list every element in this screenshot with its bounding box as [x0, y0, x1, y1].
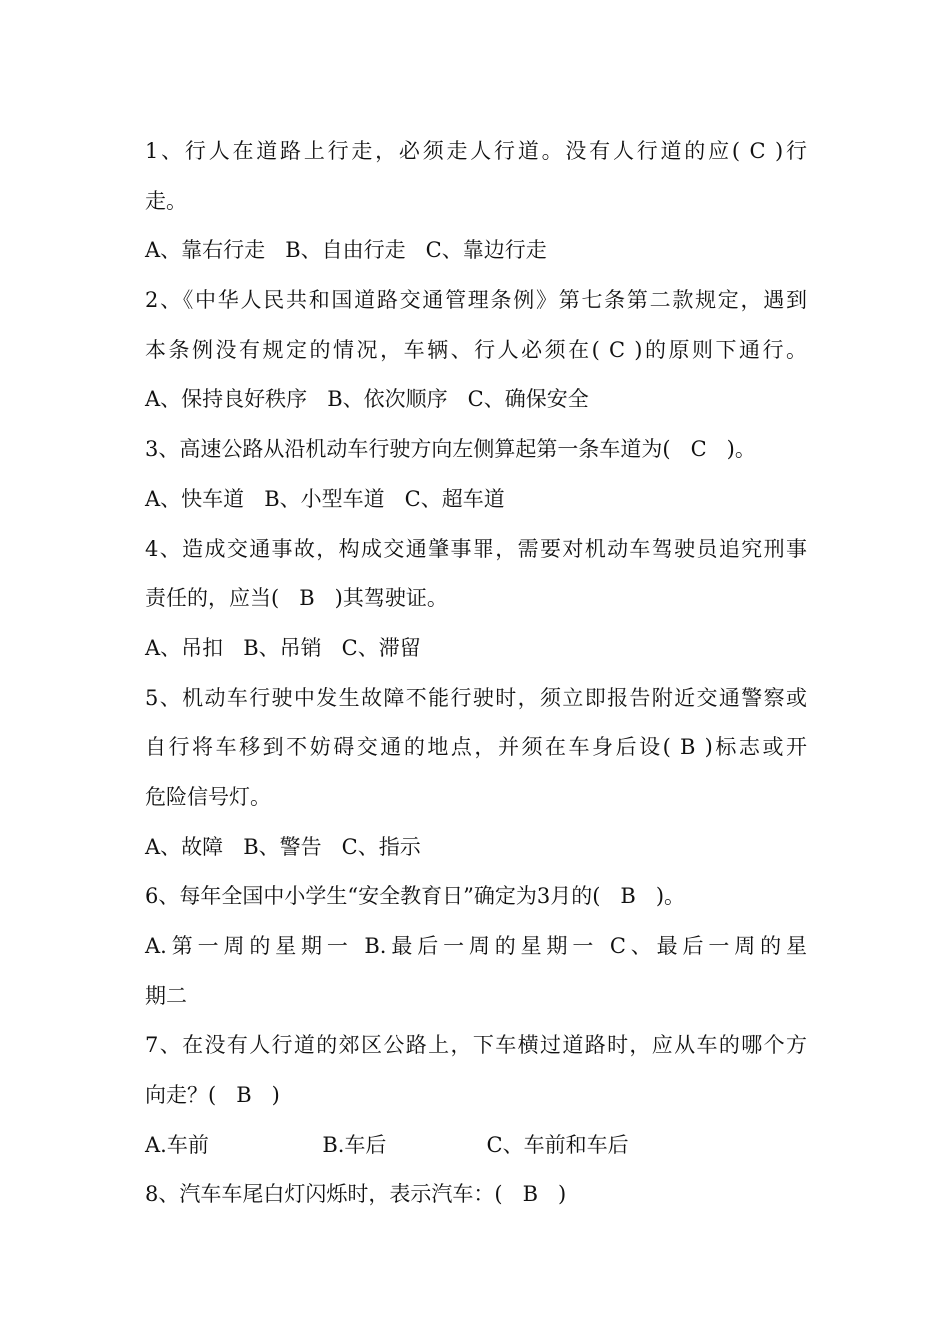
- q1-text-line-2: 走。: [145, 188, 187, 213]
- q7-text-line-2: 向走？( B ): [145, 1083, 280, 1108]
- q5-text-line-3: 危险信号灯。: [145, 784, 271, 809]
- q8-text: 8、汽车车尾白灯闪烁时，表示汽车：( B ): [145, 1182, 567, 1207]
- q2-text-line-2: 本条例没有规定的情况，车辆、行人必须在( C )的原则下通行。: [145, 337, 807, 362]
- q2-options: A、保持良好秩序 B、依次顺序 C、确保安全: [145, 387, 589, 412]
- q2-text-line-1: 2、《中华人民共和国道路交通管理条例》第七条第二款规定，遇到: [145, 288, 807, 313]
- q4-options: A、吊扣 B、吊销 C、滞留: [145, 635, 421, 660]
- q1-options: A、靠右行走 B、自由行走 C、靠边行走: [145, 238, 547, 263]
- q5-options: A、故障 B、警告 C、指示: [145, 834, 421, 859]
- q7-options: A.车前 B.车后 C、车前和车后: [145, 1132, 629, 1157]
- q5-text-line-1: 5、机动车行驶中发生故障不能行驶时，须立即报告附近交通警察或: [145, 685, 807, 710]
- q1-text-line-1: 1、行人在道路上行走，必须走人行道。没有人行道的应( C )行: [145, 139, 807, 163]
- question-list: [145, 127, 807, 1220]
- q7-text-line-1: 7、在没有人行道的郊区公路上，下车横过道路时，应从车的哪个方: [145, 1033, 807, 1058]
- q3-text: 3、高速公路从沿机动车行驶方向左侧算起第一条车道为( C )。: [145, 437, 756, 462]
- q6-options-line-2: 期二: [145, 983, 187, 1008]
- q6-text: 6、每年全国中小学生“安全教育日”确定为3月的( B )。: [145, 884, 686, 909]
- q3-options: A、快车道 B、小型车道 C、超车道: [145, 486, 505, 511]
- q4-text-line-1: 4、造成交通事故，构成交通肇事罪，需要对机动车驾驶员追究刑事: [145, 536, 807, 561]
- q6-options-line-1: A.第一周的星期一 B.最后一周的星期一 C、最后一周的星: [145, 934, 807, 958]
- q4-text-line-2: 责任的，应当( B )其驾驶证。: [145, 586, 448, 611]
- q5-text-line-2: 自行将车移到不妨碍交通的地点，并须在车身后设( B )标志或开: [145, 735, 807, 760]
